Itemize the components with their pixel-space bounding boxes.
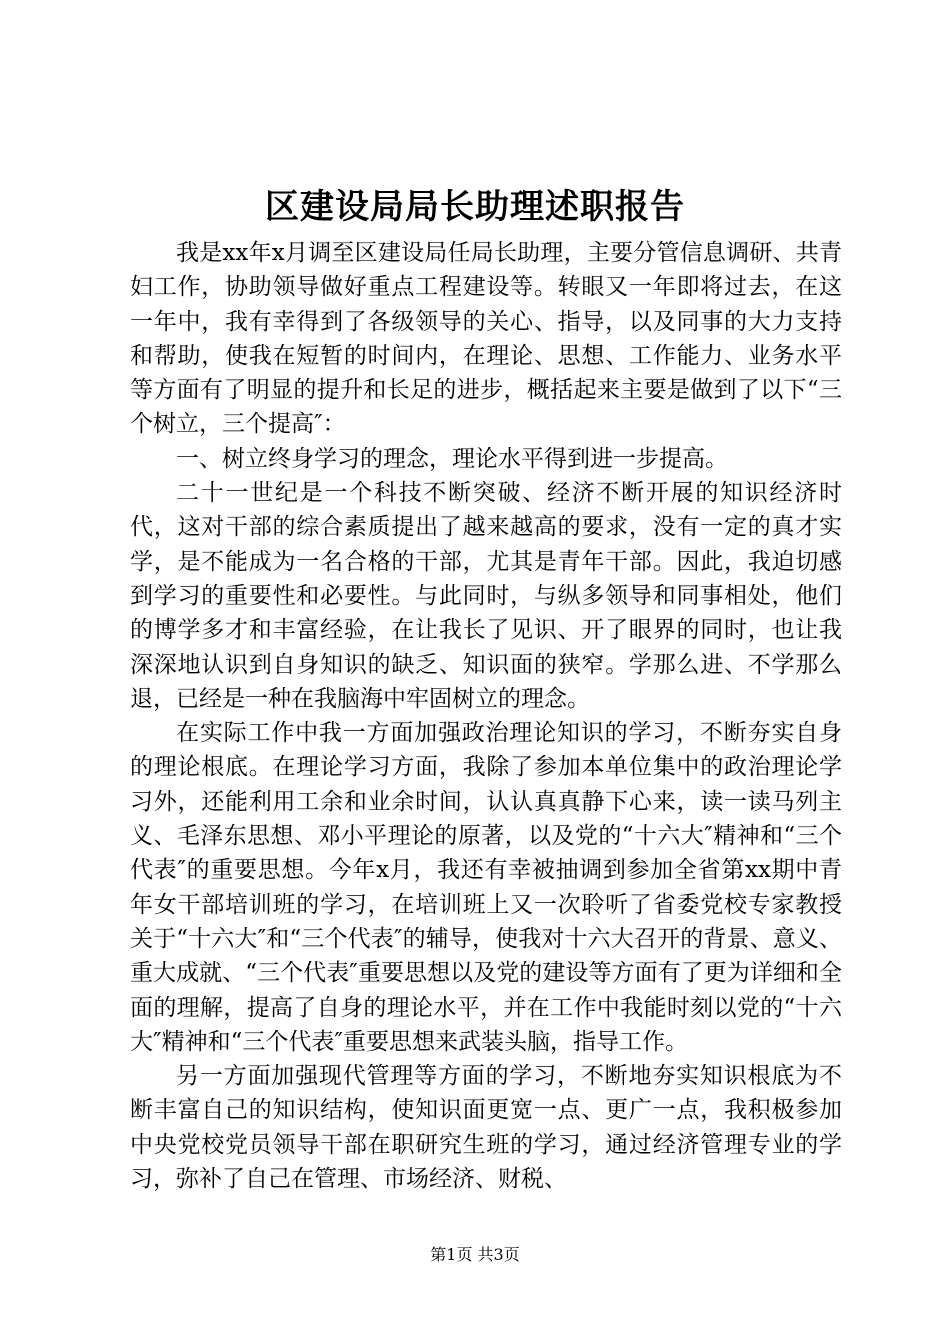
document-title: 区建设局局长助理述职报告 [265, 187, 685, 227]
paragraph-knowledge-economy: 二十一世纪是一个科技不断突破、经济不断开展的知识经济时代，这对干部的综合素质提出了越来越高的要求，没有一定的真才实学，是不能成为一名合格的干部，尤其是青年干部。因此，我迫切感到学习的重要性和必要性。与此同时，与纵多领导和同事相处，他们的博学多才和丰富经验，在让我长了见识、开了眼界的同时，也让我深深地认识到自身知识的缺乏、知识面的狭窄。学那么进、不学那么退，已经是一种在我脑海中牢固树立的理念。 [130, 480, 842, 712]
paragraph-management-study: 另一方面加强现代管理等方面的学习，不断地夯实知识根底为不断丰富自己的知识结构，使知识面更宽一点、更广一点，我积极参加中央党校党员领导干部在职研究生班的学习，通过经济管理专业的学习，弥补了自己在管理、市场经济、财税、 [130, 1063, 842, 1193]
document-body [130, 236, 842, 1196]
paragraph-intro: 我是xx年x月调至区建设局任局长助理，主要分管信息调研、共青妇工作，协助领导做好重点工程建设等。转眼又一年即将过去，在这一年中，我有幸得到了各级领导的关心、指导，以及同事的大力支持和帮助，使我在短暂的时间内，在理论、思想、工作能力、业务水平等方面有了明显的提升和长足的进步，概括起来主要是做到了以下“三个树立，三个提高″： [130, 240, 842, 438]
paragraph-heading-one: 一、树立终身学习的理念，理论水平得到进一步提高。 [176, 445, 728, 472]
page-footer: 第1页 共3页 [430, 1245, 520, 1264]
paragraph-political-theory: 在实际工作中我一方面加强政治理论知识的学习，不断夯实自身的理论根底。在理论学习方面，我除了参加本单位集中的政治理论学习外，还能利用工余和业余时间，认认真真静下心来，读一读马列主义、毛泽东思想、邓小平理论的原著，以及党的“十六大″精神和“三个代表″的重要思想。今年x月，我还有幸被抽调到参加全省第xx期中青年女干部培训班的学习，在培训班上又一次聆听了省委党校专家教授关于“十六大″和“三个代表″的辅导，使我对十六大召开的背景、意义、重大成就、“三个代表″重要思想以及党的建设等方面有了更为详细和全面的理解，提高了自身的理论水平，并在工作中我能时刻以党的“十六大″精神和“三个代表″重要思想来武装头脑，指导工作。 [130, 720, 842, 1055]
